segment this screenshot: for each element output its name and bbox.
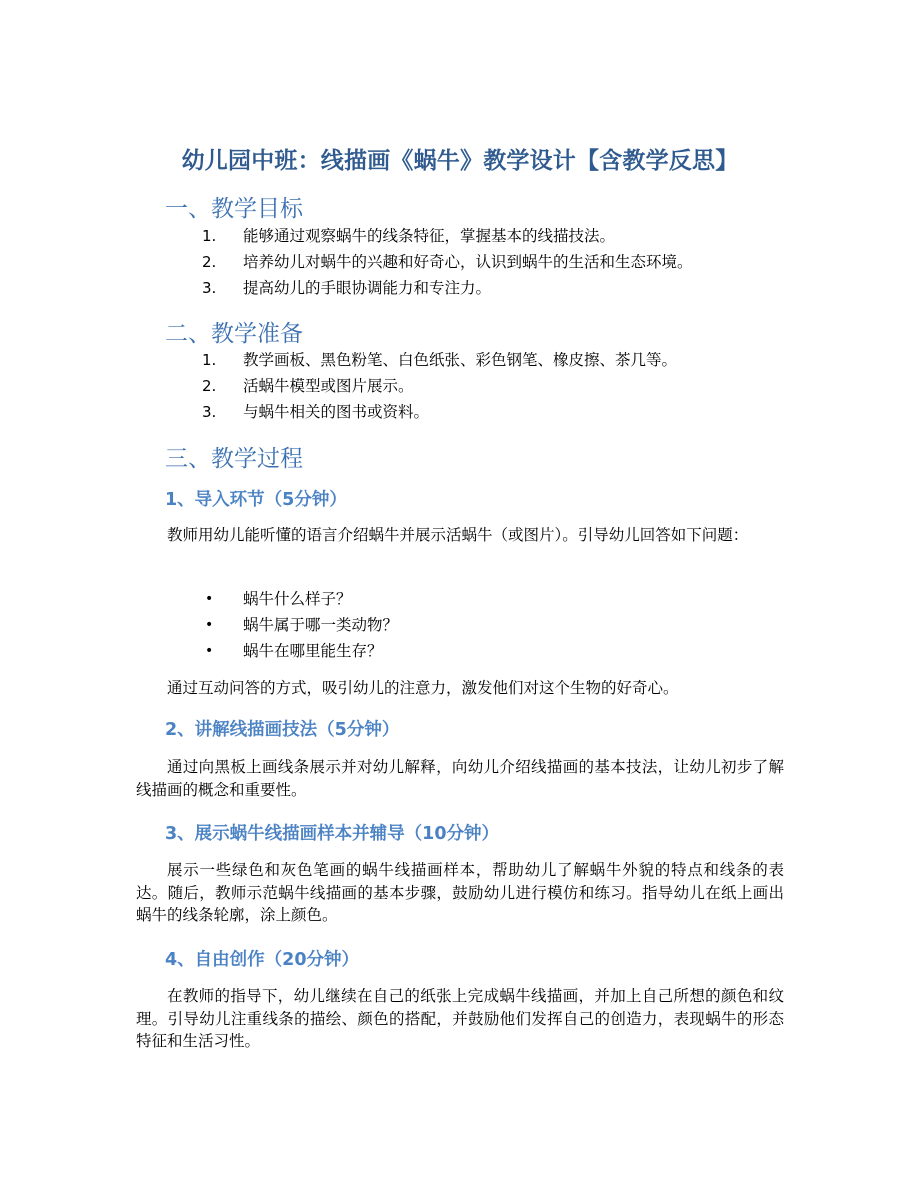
list-text: 培养幼儿对蜗牛的兴趣和好奇心，认识到蜗牛的生活和生态环境。 bbox=[243, 253, 693, 271]
bullet-icon: • bbox=[205, 591, 214, 607]
bullet-text: 蜗牛在哪里能生存？ bbox=[243, 642, 383, 660]
paragraph: 通过互动问答的方式，吸引幼儿的注意力，激发他们对这个生物的好奇心。 bbox=[167, 679, 679, 697]
list-number: 3. bbox=[202, 279, 217, 297]
bullet-icon: • bbox=[205, 617, 214, 633]
list-text: 与蜗牛相关的图书或资料。 bbox=[243, 403, 430, 421]
list-text: 提高幼儿的手眼协调能力和专注力。 bbox=[243, 279, 492, 297]
bullet-text: 蜗牛什么样子？ bbox=[243, 590, 352, 608]
paragraph: 教师用幼儿能听懂的语言介绍蜗牛并展示活蜗牛（或图片）。引导幼儿回答如下问题： bbox=[167, 526, 749, 544]
step-heading-intro: 1、导入环节（5分钟） bbox=[165, 490, 347, 510]
paragraph: 在教师的指导下，幼儿继续在自己的纸张上完成蜗牛线描画，并加上自己所想的颜色和纹理。引导幼儿注重线条的描绘、颜色的搭配，并鼓励他们发挥自己的创造力，表现蜗牛的形态特征和生活习性。 bbox=[136, 987, 784, 1050]
step-heading-technique: 2、讲解线描画技法（5分钟） bbox=[165, 720, 400, 740]
list-number: 3. bbox=[202, 403, 217, 421]
list-text: 活蜗牛模型或图片展示。 bbox=[243, 377, 414, 395]
section-heading-process: 三、教学过程 bbox=[165, 446, 303, 472]
step-heading-samples: 3、展示蜗牛线描画样本并辅导（10分钟） bbox=[165, 824, 500, 844]
list-number: 2. bbox=[202, 253, 217, 271]
list-number: 1. bbox=[202, 227, 217, 245]
step-heading-creation: 4、自由创作（20分钟） bbox=[165, 950, 360, 970]
paragraph: 通过向黑板上画线条展示并对幼儿解释，向幼儿介绍线描画的基本技法，让幼儿初步了解线描画的概念和重要性。 bbox=[136, 758, 784, 799]
section-heading-preparation: 二、教学准备 bbox=[165, 321, 303, 347]
list-text: 能够通过观察蜗牛的线条特征，掌握基本的线描技法。 bbox=[243, 227, 616, 245]
list-text: 教学画板、黑色粉笔、白色纸张、彩色钢笔、橡皮擦、茶几等。 bbox=[243, 351, 678, 369]
section-heading-goals: 一、教学目标 bbox=[165, 196, 303, 222]
paragraph: 展示一些绿色和灰色笔画的蜗牛线描画样本，帮助幼儿了解蜗牛外貌的特点和线条的表达。随后，教师示范蜗牛线描画的基本步骤，鼓励幼儿进行模仿和练习。指导幼儿在纸上画出蜗牛的线条轮廓，涂上颜色。 bbox=[136, 861, 784, 924]
bullet-icon: • bbox=[205, 643, 214, 659]
list-number: 2. bbox=[202, 377, 217, 395]
document-title: 幼儿园中班：线描画《蜗牛》教学设计【含教学反思】 bbox=[181, 148, 739, 174]
list-number: 1. bbox=[202, 351, 217, 369]
bullet-text: 蜗牛属于哪一类动物？ bbox=[243, 616, 399, 634]
